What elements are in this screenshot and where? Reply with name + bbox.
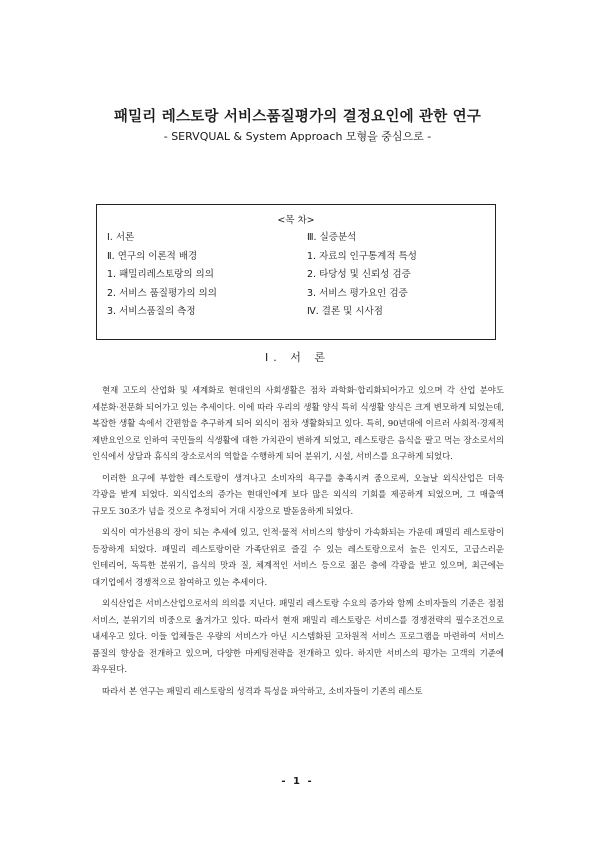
toc-item: 2. 서비스 품질평가의 의의 xyxy=(107,287,217,299)
toc-item: 2. 타당성 및 신뢰성 검증 xyxy=(307,269,411,280)
toc-item: Ⅲ. 실증분석 xyxy=(307,232,357,243)
body-text xyxy=(92,382,504,704)
table-of-contents xyxy=(96,204,496,340)
paragraph: 현재 고도의 산업화 및 세계화로 현대인의 사회생활은 점차 과학화·합리화되어가고 있으며 각 산업 분야도 세분화·전문화 되어가고 있는 추세이다. 이에 따라 우리의 생활 양식 특히 식생활 양식은 크게 변모하게 되었는데, 복잡한 생활 속에서 간편함을 추구하게 되어 외식이 점차 생활화되고 있다. 특히, 90년대에 이르러 사회적·경제적 제반요인으로 인하여 국민들의 식생활에 대한 가치관이 변하게 되었고, 레스토랑은 음식을 팔고 먹는 장소로서의 인식에서 상담과 휴식의 장소로서의 역할을 수행하게 되어 분위기, 시설, 서비스를 요구하게 되었다. xyxy=(92,385,504,461)
paper-title: 패밀리 레스토랑 서비스품질평가의 결정요인에 관한 연구 xyxy=(113,109,482,125)
toc-item: 3. 서비스 평가요인 검증 xyxy=(307,287,408,299)
paragraph: 이러한 요구에 부합한 레스토랑이 생겨나고 소비자의 욕구를 충족시켜 줌으로써, 오늘날 외식산업은 더욱 각광을 받게 되었다. 외식업소의 증가는 현대인에게 보다 많은 외식의 기회를 제공하게 되었으며, 그 매출액 규모도 30조가 넘을 것으로 추정되어 거대 시장으로 발돋움하게 되었다. xyxy=(92,472,504,516)
toc-right-column xyxy=(307,229,487,322)
toc-item: Ⅰ. 서론 xyxy=(107,232,135,243)
page-number: - 1 - xyxy=(281,776,314,787)
paragraph: 따라서 본 연구는 패밀리 레스토랑의 성격과 특성을 파악하고, 소비자들이 기존의 레스토 xyxy=(102,685,423,696)
toc-left-column xyxy=(107,229,297,322)
toc-item: 1. 자료의 인구통계적 특성 xyxy=(307,250,417,262)
toc-item: Ⅱ. 연구의 이론적 배경 xyxy=(107,250,198,262)
section-heading: Ⅰ. 서 론 xyxy=(265,351,330,364)
toc-item: Ⅳ. 결론 및 시사점 xyxy=(307,306,383,317)
paragraph: 외식이 여가선용의 장이 되는 추세에 있고, 인적·물적 서비스의 향상이 가속화되는 가운데 패밀리 레스토랑이 등장하게 되었다. 패밀리 레스토랑이란 가족단위로 즐길 수 있는 레스토랑으로서 높은 인지도, 고급스러운 인테리어, 독특한 분위기, 음식의 맛과 질, 체계적인 서비스 등으로 젊은 층에 각광을 받고 있으며, 최근에는 대기업에서 경쟁적으로 참여하고 있는 추세이다. xyxy=(92,527,504,587)
toc-heading: <목 차> xyxy=(277,215,315,226)
toc-item: 3. 서비스품질의 측정 xyxy=(107,306,196,317)
paragraph: 외식산업은 서비스산업으로서의 의의를 지닌다. 패밀리 레스토랑 수요의 증가와 함께 소비자들의 기준은 점점 서비스, 분위기의 비중으로 옮겨가고 있다. 따라서 현재 패밀리 레스토랑은 서비스를 경쟁전략의 필수조건으로 내세우고 있다. 이들 업체들은 우량의 서비스가 아닌 시스템화된 고차원적 서비스 프로그램을 마련하여 서비스 품질의 향상을 전개하고 있으며, 다양한 마케팅전략을 전개하고 있다. 하지만 서비스의 평가는 고객의 기준에 좌우된다. xyxy=(92,598,504,674)
toc-item: 1. 패밀리레스토랑의 의의 xyxy=(107,269,214,280)
paper-subtitle: - SERVQUAL & System Approach 모형을 중심으로 - xyxy=(163,130,432,143)
